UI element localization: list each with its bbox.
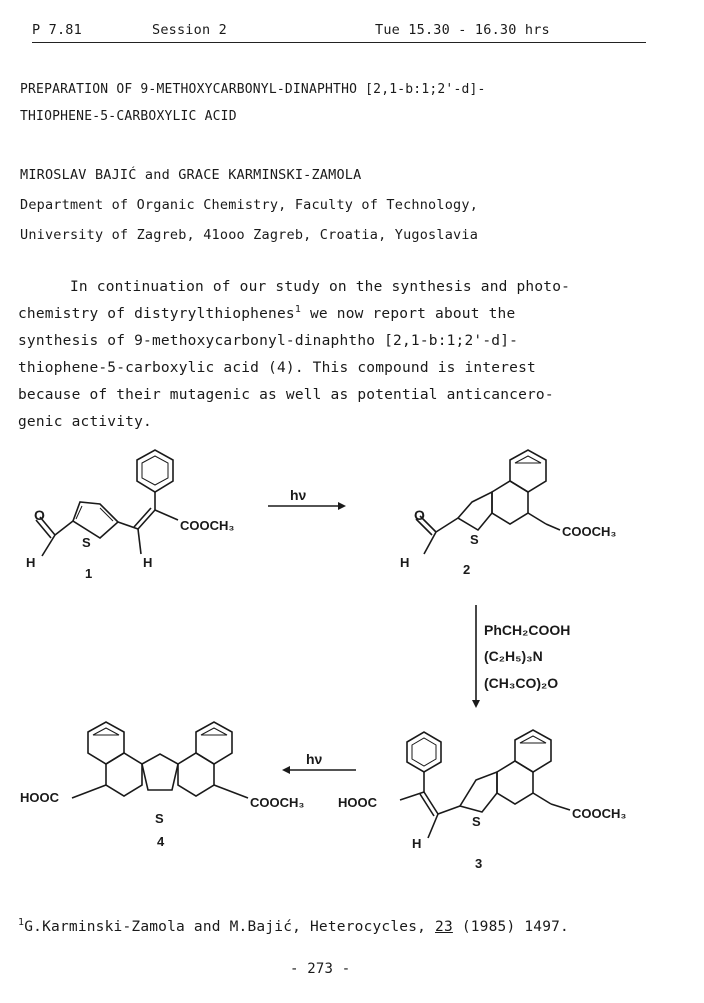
compound-4-ring-right-mid (178, 753, 214, 796)
abstract-paragraph (18, 274, 654, 436)
compound-4-label: 4 (157, 834, 165, 849)
compound-2-ring-b (492, 481, 528, 524)
compound-1 (36, 450, 178, 556)
hv-label-2: hν (306, 751, 323, 767)
compound-4-sulfur: S (155, 811, 164, 826)
compound-3-label: 3 (475, 856, 483, 871)
reagent-2: (C₂H₅)₃N (484, 648, 543, 664)
footnote-volume: 23 (435, 919, 453, 935)
compound-2-label: 2 (463, 562, 471, 577)
compound-1-cooch3: COOCH₃ (180, 518, 235, 533)
hv-label-1: hν (290, 487, 307, 503)
body-line-2 (18, 301, 654, 328)
compound-1-phenyl-inner (142, 456, 168, 485)
body-line-6: genic activity. (18, 414, 152, 430)
compound-2-sulfur: S (470, 532, 479, 547)
body-line-2a: chemistry of distyrylthiophenes (18, 306, 295, 322)
compound-2-cooch3: COOCH₃ (562, 524, 617, 539)
compound-2-oxygen: O (414, 507, 425, 523)
compound-2-thiophene (458, 492, 492, 530)
compound-4-thiophene (142, 754, 178, 790)
footnote-marker: 1 (18, 917, 25, 928)
reaction-scheme (0, 430, 704, 890)
session-label: Session 2 (152, 22, 227, 38)
compound-1-h-right: H (143, 555, 153, 570)
compound-1-thiophene-ring (73, 502, 118, 538)
compound-4 (72, 722, 248, 798)
body-line-1: In continuation of our study on the synthesis and photo- (70, 279, 571, 295)
compound-4-hooc: HOOC (20, 790, 59, 805)
affiliation-line-1: Department of Organic Chemistry, Faculty of Technology, (20, 197, 479, 213)
page-header (32, 20, 646, 43)
compound-3 (400, 730, 570, 838)
compound-2 (416, 450, 560, 554)
footnote (18, 919, 569, 935)
reagent-3: (CH₃CO)₂O (484, 675, 559, 691)
authors: MIROSLAV BAJIĆ and GRACE KARMINSKI-ZAMOLA (20, 167, 362, 183)
page-number: - 273 - (290, 961, 351, 977)
compound-3-ring-b (497, 761, 533, 804)
compound-1-oxygen: O (34, 507, 45, 523)
body-line-5: because of their mutagenic as well as potential anticancero- (18, 387, 554, 403)
body-line-3: synthesis of 9-methoxycarbonyl-dinaphtho [2,1-b:1;2'-d]- (18, 333, 519, 349)
title-line-1: PREPARATION OF 9-METHOXYCARBONYL-DINAPHTHO [2,1-b:1;2'-d]- (20, 82, 486, 97)
compound-1-sulfur: S (82, 535, 91, 550)
poster-number: P 7.81 (32, 22, 82, 38)
compound-3-h: H (412, 836, 422, 851)
affiliation-line-2: University of Zagreb, 41ooo Zagreb, Croatia, Yugoslavia (20, 227, 479, 243)
session-time: Tue 15.30 - 16.30 hrs (375, 22, 550, 38)
compound-4-ring-left-mid (106, 753, 142, 796)
footnote-text-a: G.Karminski-Zamola and M.Bajić, Heterocycles, (24, 919, 436, 935)
compound-3-thiophene (460, 772, 497, 812)
footnote-text-b: (1985) 1497. (452, 919, 569, 935)
body-line-4: thiophene-5-carboxylic acid (4). This compound is interest (18, 360, 536, 376)
title-line-2: THIOPHENE-5-CARBOXYLIC ACID (20, 109, 237, 124)
compound-1-label: 1 (85, 566, 93, 581)
compound-4-cooch3: COOCH₃ (250, 795, 305, 810)
body-line-2b: we now report about the (301, 306, 516, 322)
compound-3-cooch3: COOCH₃ (572, 806, 627, 821)
compound-1-h-left: H (26, 555, 36, 570)
compound-3-hooc: HOOC (338, 795, 377, 810)
reagent-1: PhCH₂COOH (484, 622, 571, 638)
citation-ref[interactable]: 1 (294, 304, 302, 315)
compound-2-h: H (400, 555, 410, 570)
compound-3-sulfur: S (472, 814, 481, 829)
